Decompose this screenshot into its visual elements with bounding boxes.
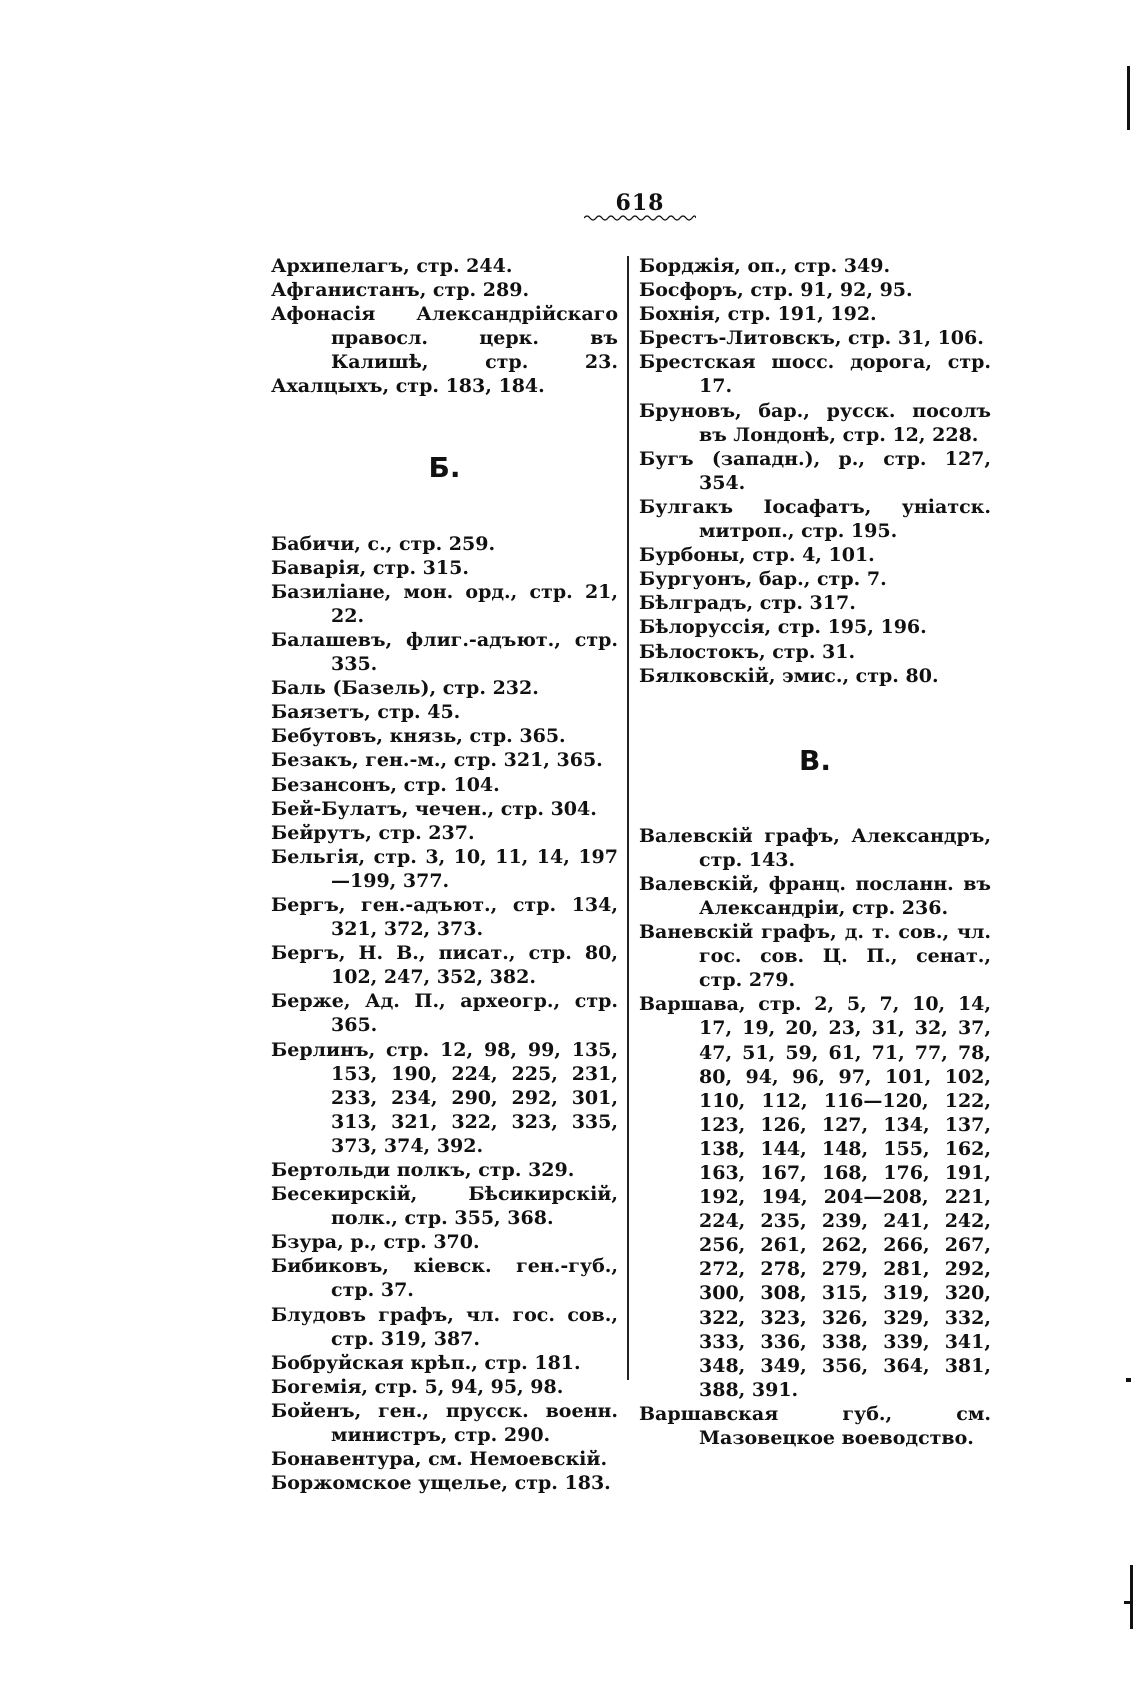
index-entry: Бесекирскій, Бѣсикирскій, полк., стр. 355, 368. bbox=[271, 1183, 618, 1230]
scan-edge-mark bbox=[1127, 66, 1130, 130]
index-entry: Бѣлоруссія, стр. 195, 196. bbox=[639, 616, 927, 639]
section-heading-b: Б. bbox=[428, 450, 461, 484]
index-entry: Бейрутъ, стр. 237. bbox=[271, 821, 475, 844]
index-entry: Боржомское ущелье, стр. 183. bbox=[271, 1472, 611, 1495]
scan-edge-mark bbox=[1124, 1601, 1130, 1604]
index-entry: Варшавская губ., см. Мазовецкое воеводство. bbox=[639, 1402, 991, 1450]
index-entry: Афганистанъ, стр. 289. bbox=[271, 279, 530, 302]
index-entry: Булгакъ Іосафатъ, уніатск. митроп., стр. 195. bbox=[639, 495, 991, 543]
index-entry: Брестская шосс. дорога, стр. 17. bbox=[639, 351, 991, 398]
index-entry: Афонасія Александрійскаго правосл. церк. въ Калишѣ, стр. 23. bbox=[271, 303, 618, 374]
index-entry: Варшава, стр. 2, 5, 7, 10, 14, 17, 19, 20, 23, 31, 32, 37, 47, 51, 59, 61, 71, 77, 78, 80, 94, 96, 97, 101, 102, 110, 112, 116—120, 122, 123, 126, 127, 134, 137, 138, 144, 148, 155, 162, 163, 167, 168, 176, 191, 192, 194, 204—208, 221, 224, 235, 239, 241, 242, 256, 261, 262, 266, 267, 272, 278, 279, 281, 292, 300, 308, 315, 319, 320, 322, 323, 326, 329, 332, 333, 336, 338, 339, 341, 348, 349, 356, 364, 381, 388, 391. bbox=[639, 993, 991, 1401]
index-entry: Бруновъ, бар., русск. посолъ въ Лондонѣ, стр. 12, 228. bbox=[639, 399, 991, 446]
index-entry: Берлинъ, стр. 12, 98, 99, 135, 153, 190, 224, 225, 231, 233, 234, 290, 292, 301, 313, 321, 322, 323, 335, 373, 374, 392. bbox=[271, 1038, 618, 1157]
index-entry: Бергъ, Н. В., писат., стр. 80, 102, 247, 352, 382. bbox=[271, 942, 618, 989]
index-entry: Бергъ, ген.-адъют., стр. 134, 321, 372, 373. bbox=[271, 893, 618, 941]
index-entry: Базиліане, мон. орд., стр. 21, 22. bbox=[271, 580, 618, 627]
index-entry: Бебутовъ, князь, стр. 365. bbox=[271, 725, 566, 748]
page-number: 618 bbox=[615, 190, 665, 216]
section-heading-v: В. bbox=[799, 743, 831, 777]
index-entry: Ахалцыхъ, стр. 183, 184. bbox=[271, 375, 545, 398]
index-entry: Богемія, стр. 5, 94, 95, 98. bbox=[271, 1375, 564, 1398]
index-entry: Бабичи, с., стр. 259. bbox=[271, 532, 496, 555]
index-entry: Бертольди полкъ, стр. 329. bbox=[271, 1159, 575, 1181]
index-entry: Бохнія, стр. 191, 192. bbox=[639, 303, 877, 326]
index-entry: Безакъ, ген.-м., стр. 321, 365. bbox=[271, 749, 603, 772]
index-entry: Бзура, р., стр. 370. bbox=[271, 1231, 480, 1254]
index-entry: Бибиковъ, кіевск. ген.-губ., стр. 37. bbox=[271, 1255, 618, 1302]
index-entry: Босфоръ, стр. 91, 92, 95. bbox=[639, 279, 913, 302]
index-entry: Бугъ (западн.), р., стр. 127, 354. bbox=[639, 447, 991, 494]
index-entry: Бобруйская крѣп., стр. 181. bbox=[271, 1351, 581, 1374]
index-entry: Бонавентура, см. Немоевскій. bbox=[271, 1448, 608, 1471]
index-entry: Баль (Базель), стр. 232. bbox=[271, 677, 539, 700]
scan-edge-mark bbox=[1126, 1378, 1131, 1382]
index-entry: Борджія, оп., стр. 349. bbox=[639, 255, 891, 277]
index-entry: Берже, Ад. П., археогр., стр. 365. bbox=[271, 990, 618, 1037]
index-entry: Балашевъ, флиг.-адъют., стр. 335. bbox=[271, 628, 618, 676]
index-entry: Архипелагъ, стр. 244. bbox=[271, 255, 513, 277]
index-entry: Баварія, стр. 315. bbox=[271, 556, 469, 579]
scan-edge-mark bbox=[1130, 1565, 1133, 1629]
index-entry: Бурбоны, стр. 4, 101. bbox=[639, 544, 875, 567]
index-entry: Бялковскій, эмис., стр. 80. bbox=[639, 664, 939, 687]
index-column-left bbox=[271, 254, 618, 1495]
index-entry: Бей-Булатъ, чечен., стр. 304. bbox=[271, 797, 597, 820]
index-entry: Бельгія, стр. 3, 10, 11, 14, 197—199, 377. bbox=[271, 845, 618, 892]
index-entry: Блудовъ графъ, чл. гос. сов., стр. 319, 387. bbox=[271, 1303, 618, 1350]
index-entry: Баязетъ, стр. 45. bbox=[271, 701, 461, 724]
index-entry: Валевскій, франц. посланн. въ Александріи, стр. 236. bbox=[639, 872, 991, 919]
index-entry: Валевскій графъ, Александръ, стр. 143. bbox=[639, 824, 991, 871]
index-entry: Брестъ-Литовскъ, стр. 31, 106. bbox=[639, 327, 984, 350]
wavy-underline-ornament bbox=[584, 213, 696, 223]
index-entry: Бѣлостокъ, стр. 31. bbox=[639, 640, 856, 663]
index-entry: Безансонъ, стр. 104. bbox=[271, 773, 500, 796]
index-column-right bbox=[639, 254, 991, 1450]
index-entry: Ваневскій графъ, д. т. сов., чл. гос. сов. Ц. П., сенат., стр. 279. bbox=[639, 921, 991, 992]
index-entry: Бѣлградъ, стр. 317. bbox=[639, 592, 856, 615]
index-entry: Бургуонъ, бар., стр. 7. bbox=[639, 568, 887, 591]
index-entry: Бойенъ, ген., прусск. военн. министръ, стр. 290. bbox=[271, 1399, 618, 1447]
column-divider bbox=[627, 256, 629, 1380]
